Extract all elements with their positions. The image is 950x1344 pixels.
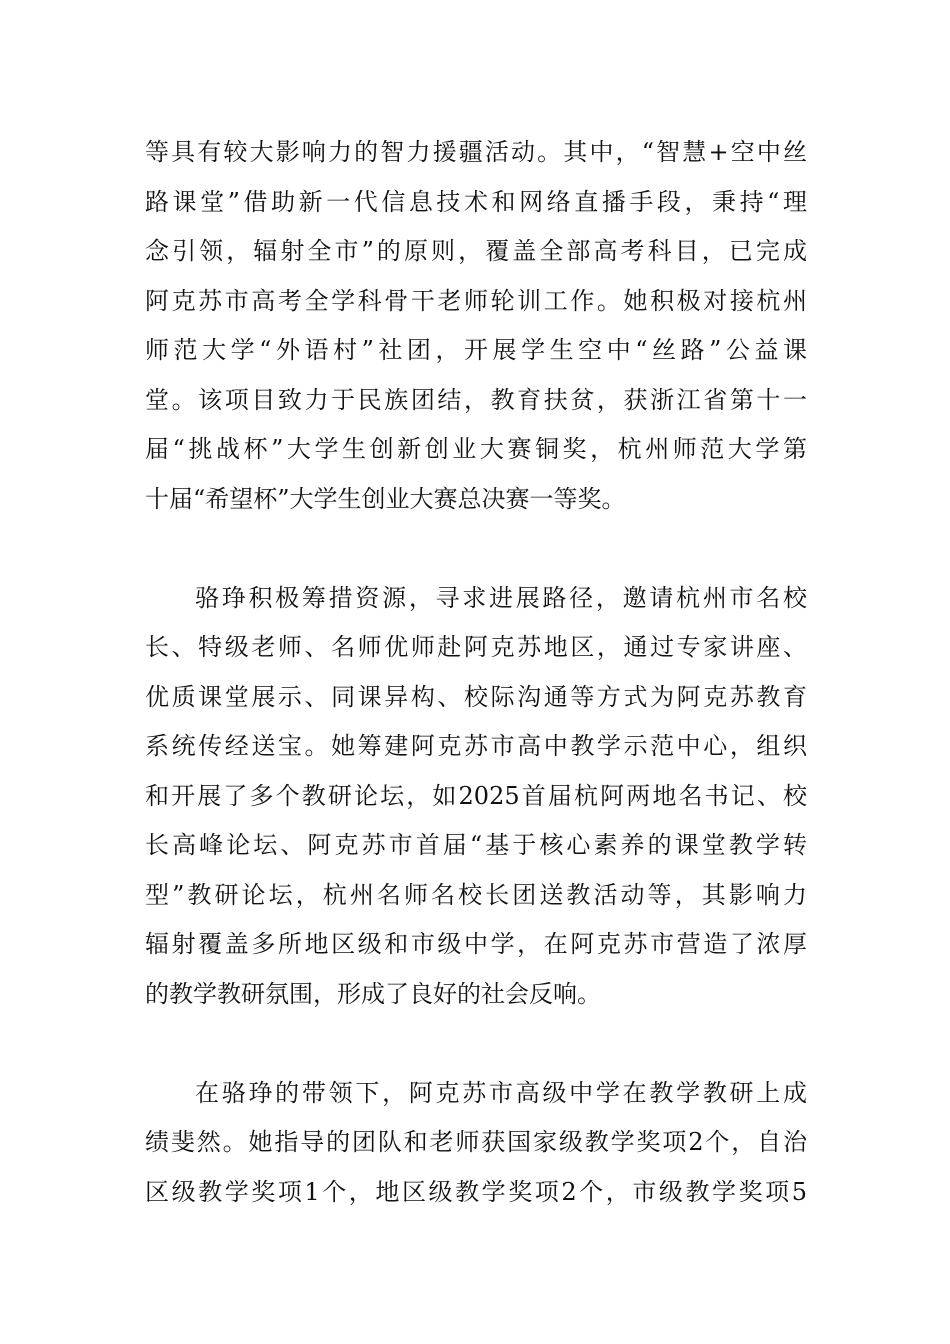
text-line: 辐射覆盖多所地区级和市级中学，在阿克苏市营造了浓厚 [145, 930, 807, 958]
text-line: 师范大学“外语村”社团，开展学生空中“丝路”公益课 [145, 336, 807, 364]
text-line: 路课堂”借助新一代信息技术和网络直播手段，秉持“理 [145, 187, 807, 216]
text-line: 等具有较大影响力的智力援疆活动。其中，“智慧+空中丝 [145, 138, 807, 166]
text-line: 的教学教研氛围，形成了良好的社会反响。 [145, 979, 601, 1008]
document-body [145, 128, 807, 1217]
paragraph-1 [145, 128, 807, 524]
text-line: 堂。该项目致力于民族团结，教育扶贫，获浙江省第十一 [145, 385, 807, 414]
text-line: 骆琤积极筹措资源，寻求进展路径，邀请杭州市名校 [195, 583, 807, 612]
text-line: 阿克苏市高考全学科骨干老师轮训工作。她积极对接杭州 [145, 286, 807, 315]
paragraph-2 [145, 574, 807, 1020]
paragraph-gap [145, 1019, 807, 1069]
text-line: 届“挑战杯”大学生创新创业大赛铜奖，杭州师范大学第 [145, 435, 807, 463]
text-line: 长高峰论坛、阿克苏市首届“基于核心素养的课堂教学转 [145, 831, 807, 859]
text-line: 和开展了多个教研论坛，如2025首届杭阿两地名书记、校 [145, 781, 807, 810]
text-line: 绩斐然。她指导的团队和老师获国家级教学奖项2个，自治 [145, 1128, 807, 1156]
text-line: 长、特级老师、名师优师赴阿克苏地区，通过专家讲座、 [145, 633, 807, 661]
text-line: 型”教研论坛，杭州名师名校长团送教活动等，其影响力 [145, 880, 807, 909]
text-line: 十届“希望杯”大学生创业大赛总决赛一等奖。 [145, 484, 626, 513]
text-line: 念引领，辐射全市”的原则，覆盖全部高考科目，已完成 [145, 237, 807, 265]
text-line: 区级教学奖项1个，地区级教学奖项2个，市级教学奖项5 [145, 1177, 807, 1206]
text-line: 优质课堂展示、同课异构、校际沟通等方式为阿克苏教育 [145, 682, 807, 711]
text-line: 系统传经送宝。她筹建阿克苏市高中教学示范中心，组织 [145, 732, 807, 760]
paragraph-3 [145, 1069, 807, 1218]
text-line: 在骆琤的带领下，阿克苏市高级中学在教学教研上成 [195, 1078, 807, 1107]
paragraph-gap [145, 524, 807, 574]
